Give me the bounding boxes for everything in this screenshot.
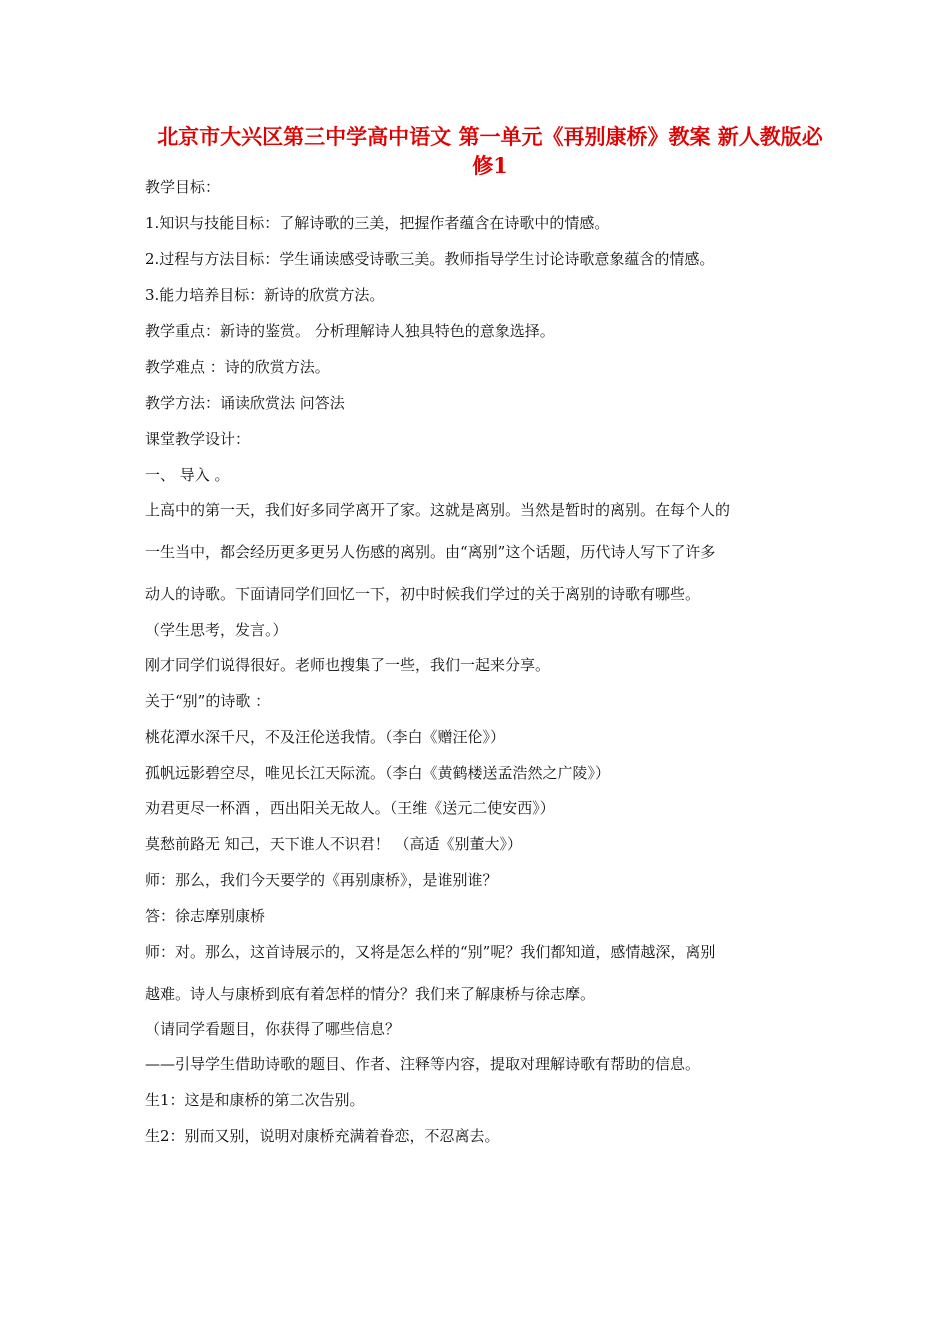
text-line: 越难。诗人与康桥到底有着怎样的情分？我们来了解康桥与徐志摩。 <box>145 985 596 1003</box>
text-line: 劝君更尽一杯酒 ，西出阳关无故人。（王维《送元二使安西》） <box>145 799 555 817</box>
text-line: 教学目标： <box>145 178 221 196</box>
text-line: ——引导学生借助诗歌的题目、作者、注释等内容，提取对理解诗歌有帮助的信息。 <box>145 1055 701 1073</box>
text-line: 教学方法：诵读欣赏法 问答法 <box>145 394 345 412</box>
text-line: 桃花潭水深千尺，不及汪伦送我情。（李白《赠汪伦》） <box>145 728 506 746</box>
text-line: 3.能力培养目标：新诗的欣赏方法。 <box>145 286 385 304</box>
text-line: 教学重点：新诗的鉴赏。 分析理解诗人独具特色的意象选择。 <box>145 322 555 340</box>
text-line: 2.过程与方法目标：学生诵读感受诗歌三美。教师指导学生讨论诗歌意象蕴含的情感。 <box>145 250 715 268</box>
text-line: （学生思考，发言。） <box>145 621 288 639</box>
text-line: 孤帆远影碧空尽，唯见长江天际流。（李白《黄鹤楼送孟浩然之广陵》） <box>145 764 611 782</box>
text-line: 1.知识与技能目标：了解诗歌的三美，把握作者蕴含在诗歌中的情感。 <box>145 214 610 232</box>
text-line: 答：徐志摩别康桥 <box>145 907 266 925</box>
text-line: 师：那么，我们今天要学的《再别康桥》，是谁别谁？ <box>145 871 498 889</box>
text-line: 一、 导入 。 <box>145 466 230 484</box>
text-line: 一生当中，都会经历更多更另人伤感的离别。由“离别”这个话题，历代诗人写下了许多 <box>145 543 716 561</box>
document-title: 北京市大兴区第三中学高中语文 第一单元《再别康桥》教案 新人教版必修1 <box>157 124 823 178</box>
text-line: 莫愁前路无 知己，天下谁人不识君！ （高适《别董大》） <box>145 835 523 853</box>
text-line: 师：对。那么，这首诗展示的，又将是怎么样的“别”呢？我们都知道，感情越深，离别 <box>145 943 716 961</box>
text-line: 刚才同学们说得很好。老师也搜集了一些，我们一起来分享。 <box>145 656 551 674</box>
text-line: （请同学看题目，你获得了哪些信息？ <box>145 1020 401 1038</box>
text-line: 生1：这是和康桥的第二次告别。 <box>145 1091 365 1109</box>
text-line: 课堂教学设计： <box>145 430 251 448</box>
text-line: 关于“别”的诗歌 ： <box>145 692 271 710</box>
text-line: 生2：别而又别，说明对康桥充满着眷恋，不忍离去。 <box>145 1127 500 1145</box>
text-line: 上高中的第一天，我们好多同学离开了家。这就是离别。当然是暂时的离别。在每个人的 <box>145 501 731 519</box>
text-line: 教学难点 ：诗的欣赏方法。 <box>145 358 330 376</box>
text-line: 动人的诗歌。下面请同学们回忆一下，初中时候我们学过的关于离别的诗歌有哪些。 <box>145 585 701 603</box>
